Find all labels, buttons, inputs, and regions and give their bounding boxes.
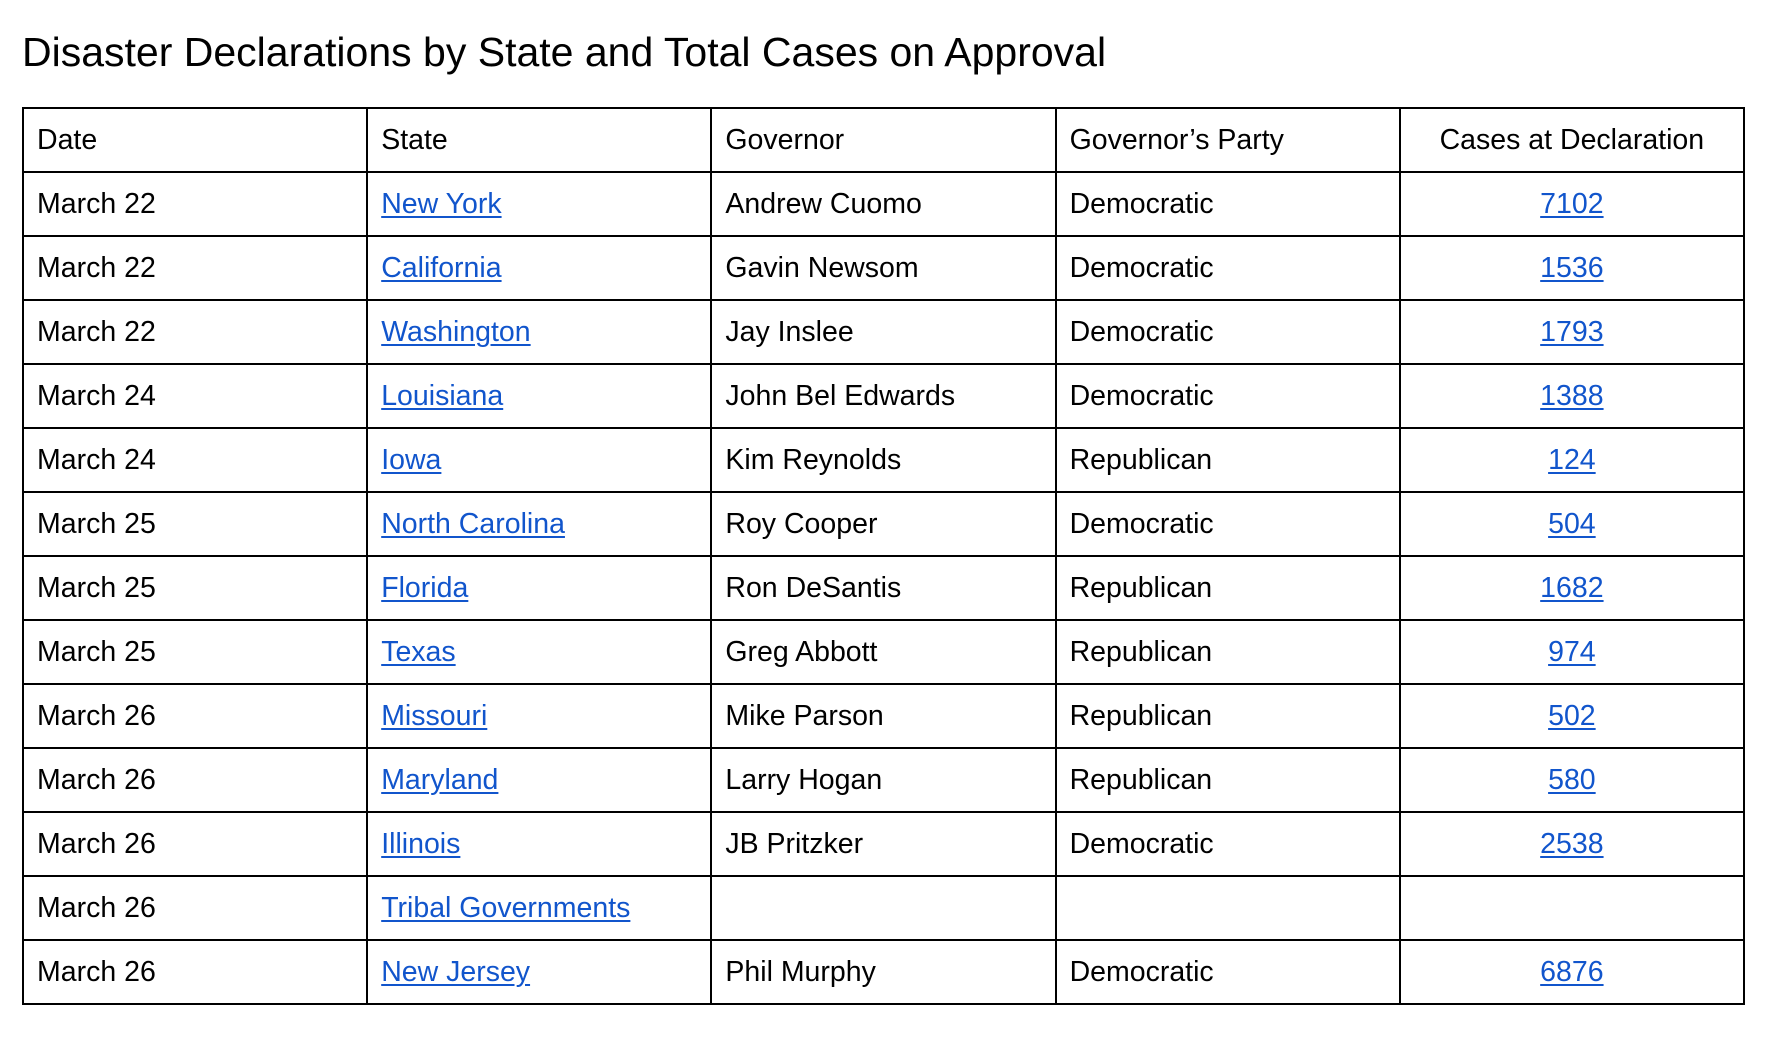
date-cell: March 26 — [23, 876, 367, 940]
cases-cell — [1400, 620, 1744, 684]
cases-cell — [1400, 492, 1744, 556]
party-cell: Republican — [1056, 748, 1400, 812]
table-row — [23, 684, 1744, 748]
governor-cell: John Bel Edwards — [711, 364, 1055, 428]
governor-cell: Roy Cooper — [711, 492, 1055, 556]
governor-cell: Ron DeSantis — [711, 556, 1055, 620]
state-link[interactable]: Washington — [381, 315, 531, 348]
table-row — [23, 236, 1744, 300]
state-cell — [367, 300, 711, 364]
cases-cell — [1400, 876, 1744, 940]
declarations-table — [22, 107, 1745, 1005]
state-link[interactable]: Maryland — [381, 763, 499, 796]
table-body — [23, 172, 1744, 1004]
table-row — [23, 428, 1744, 492]
party-cell: Democratic — [1056, 492, 1400, 556]
state-cell — [367, 940, 711, 1004]
header-cases: Cases at Declaration — [1400, 108, 1744, 172]
date-cell: March 26 — [23, 812, 367, 876]
party-cell: Democratic — [1056, 940, 1400, 1004]
state-link[interactable]: Louisiana — [381, 379, 504, 412]
state-link[interactable]: Texas — [381, 635, 456, 668]
cases-link[interactable]: 502 — [1548, 699, 1596, 732]
cases-link[interactable]: 6876 — [1540, 955, 1604, 988]
state-cell — [367, 556, 711, 620]
cases-cell — [1400, 364, 1744, 428]
cases-link[interactable]: 504 — [1548, 507, 1596, 540]
party-cell: Republican — [1056, 684, 1400, 748]
table-row — [23, 748, 1744, 812]
date-cell: March 22 — [23, 172, 367, 236]
cases-link[interactable]: 1682 — [1540, 571, 1604, 604]
party-cell: Democratic — [1056, 236, 1400, 300]
state-link[interactable]: Tribal Governments — [381, 891, 631, 924]
cases-link[interactable]: 580 — [1548, 763, 1596, 796]
governor-cell: JB Pritzker — [711, 812, 1055, 876]
date-cell: March 24 — [23, 428, 367, 492]
governor-cell: Kim Reynolds — [711, 428, 1055, 492]
state-cell — [367, 428, 711, 492]
governor-cell: Phil Murphy — [711, 940, 1055, 1004]
state-cell — [367, 172, 711, 236]
date-cell: March 26 — [23, 748, 367, 812]
cases-cell — [1400, 812, 1744, 876]
cases-link[interactable]: 1388 — [1540, 379, 1604, 412]
table-row — [23, 556, 1744, 620]
cases-cell — [1400, 236, 1744, 300]
party-cell — [1056, 876, 1400, 940]
state-cell — [367, 876, 711, 940]
date-cell: March 24 — [23, 364, 367, 428]
header-party: Governor’s Party — [1056, 108, 1400, 172]
party-cell: Democratic — [1056, 172, 1400, 236]
cases-cell — [1400, 300, 1744, 364]
cases-cell — [1400, 172, 1744, 236]
party-cell: Democratic — [1056, 812, 1400, 876]
cases-link[interactable]: 974 — [1548, 635, 1596, 668]
table-row — [23, 940, 1744, 1004]
table-row — [23, 620, 1744, 684]
cases-cell — [1400, 940, 1744, 1004]
document-title: Disaster Declarations by State and Total Cases on Approval — [22, 29, 1107, 75]
governor-cell: Jay Inslee — [711, 300, 1055, 364]
date-cell: March 25 — [23, 620, 367, 684]
state-link[interactable]: Illinois — [381, 827, 461, 860]
state-cell — [367, 492, 711, 556]
header-governor: Governor — [711, 108, 1055, 172]
cases-link[interactable]: 1536 — [1540, 251, 1604, 284]
cases-link[interactable]: 2538 — [1540, 827, 1604, 860]
governor-cell: Andrew Cuomo — [711, 172, 1055, 236]
governor-cell: Mike Parson — [711, 684, 1055, 748]
governor-cell: Gavin Newsom — [711, 236, 1055, 300]
table-row — [23, 300, 1744, 364]
governor-cell: Greg Abbott — [711, 620, 1055, 684]
state-link[interactable]: California — [381, 251, 502, 284]
table-row — [23, 364, 1744, 428]
party-cell: Republican — [1056, 620, 1400, 684]
state-link[interactable]: Iowa — [381, 443, 442, 476]
state-link[interactable]: Florida — [381, 571, 469, 604]
cases-link[interactable]: 1793 — [1540, 315, 1604, 348]
state-link[interactable]: New Jersey — [381, 955, 531, 988]
governor-cell — [711, 876, 1055, 940]
header-date: Date — [23, 108, 367, 172]
state-cell — [367, 236, 711, 300]
governor-cell: Larry Hogan — [711, 748, 1055, 812]
date-cell: March 25 — [23, 492, 367, 556]
date-cell: March 22 — [23, 236, 367, 300]
party-cell: Republican — [1056, 428, 1400, 492]
state-cell — [367, 812, 711, 876]
table-row — [23, 812, 1744, 876]
state-cell — [367, 684, 711, 748]
cases-cell — [1400, 556, 1744, 620]
table-row — [23, 876, 1744, 940]
state-cell — [367, 620, 711, 684]
date-cell: March 26 — [23, 684, 367, 748]
date-cell: March 26 — [23, 940, 367, 1004]
party-cell: Republican — [1056, 556, 1400, 620]
state-link[interactable]: North Carolina — [381, 507, 565, 540]
state-cell — [367, 748, 711, 812]
cases-cell — [1400, 748, 1744, 812]
header-state: State — [367, 108, 711, 172]
party-cell: Democratic — [1056, 364, 1400, 428]
state-link[interactable]: Missouri — [381, 699, 488, 732]
table-row — [23, 492, 1744, 556]
cases-link[interactable]: 7102 — [1540, 187, 1604, 220]
state-link[interactable]: New York — [381, 187, 502, 220]
table-row — [23, 172, 1744, 236]
date-cell: March 22 — [23, 300, 367, 364]
date-cell: March 25 — [23, 556, 367, 620]
cases-link[interactable]: 124 — [1548, 443, 1596, 476]
cases-cell — [1400, 684, 1744, 748]
state-cell — [367, 364, 711, 428]
party-cell: Democratic — [1056, 300, 1400, 364]
cases-cell — [1400, 428, 1744, 492]
header-row — [23, 108, 1744, 172]
